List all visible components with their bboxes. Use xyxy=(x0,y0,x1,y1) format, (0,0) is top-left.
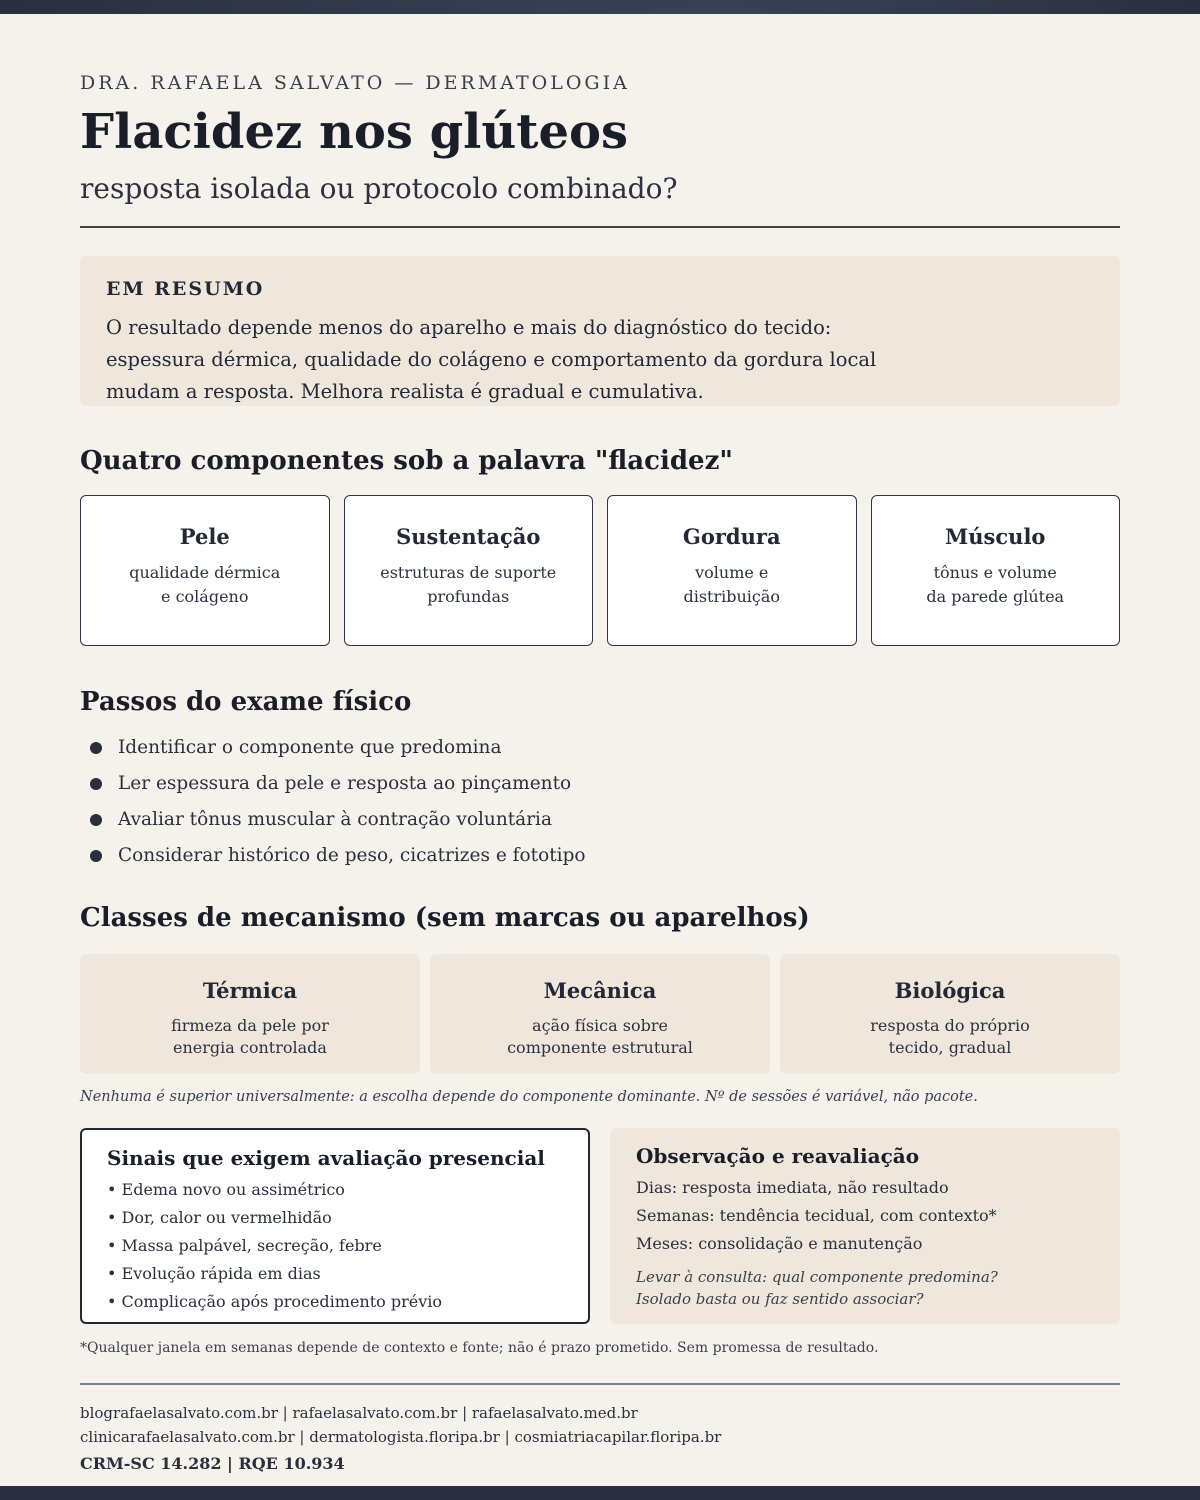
mechanism-title: Térmica xyxy=(202,978,298,1003)
component-desc-line: volume e xyxy=(695,563,769,582)
step-text: Considerar histórico de peso, cicatrizes e fototipo xyxy=(118,845,586,866)
bullet-icon xyxy=(90,814,102,826)
mechanism-desc-line: ação física sobre xyxy=(532,1016,668,1035)
component-title: Gordura xyxy=(682,524,781,549)
list-item: • Massa palpável, secreção, febre xyxy=(107,1236,382,1255)
list-item: Semanas: tendência tecidual, com contexto* xyxy=(636,1206,997,1225)
footnote: *Qualquer janela em semanas depende de contexto e fonte; não é prazo prometido. Sem promessa de resultado. xyxy=(80,1340,879,1356)
mechanism-desc xyxy=(430,1015,770,1059)
mechanism-desc-line: energia controlada xyxy=(173,1038,327,1057)
footer-divider xyxy=(80,1383,1120,1385)
footer-links xyxy=(80,1401,721,1449)
top-accent-bar xyxy=(0,0,1200,14)
consultation-questions xyxy=(636,1266,1094,1310)
crm-registration: CRM-SC 14.282 | RQE 10.934 xyxy=(80,1454,345,1473)
consultation-question: Isolado basta ou faz sentido associar? xyxy=(636,1290,924,1308)
mechanisms-note: Nenhuma é superior universalmente: a escolha depende do componente dominante. Nº de sessões é variável, não pacote. xyxy=(80,1089,978,1105)
component-desc xyxy=(81,561,329,609)
component-title: Pele xyxy=(179,524,230,549)
step-text: Identificar o componente que predomina xyxy=(118,737,502,758)
component-card-sustentacao xyxy=(344,495,594,646)
component-desc-line: da parede glútea xyxy=(926,587,1065,606)
bullet-icon xyxy=(90,742,102,754)
list-item xyxy=(90,769,586,805)
mechanism-card-termica xyxy=(80,954,420,1074)
component-desc-line: distribuição xyxy=(683,587,781,606)
component-desc xyxy=(872,561,1120,609)
page-title: Flacidez nos glúteos xyxy=(80,104,629,160)
component-card-musculo xyxy=(871,495,1121,646)
page-subtitle: resposta isolada ou protocolo combinado? xyxy=(80,172,678,205)
footer-links-line: blografaelasalvato.com.br | rafaelasalvato.com.br | rafaelasalvato.med.br xyxy=(80,1404,638,1422)
bullet-icon xyxy=(90,778,102,790)
components-cards xyxy=(80,495,1120,646)
mechanism-title: Mecânica xyxy=(543,978,657,1003)
component-card-pele xyxy=(80,495,330,646)
mechanism-desc xyxy=(780,1015,1120,1059)
step-text: Avaliar tônus muscular à contração voluntária xyxy=(118,809,552,830)
list-item: Meses: consolidação e manutenção xyxy=(636,1234,923,1253)
mechanism-desc-line: componente estrutural xyxy=(507,1038,693,1057)
component-desc-line: qualidade dérmica xyxy=(129,563,281,582)
mechanism-desc-line: tecido, gradual xyxy=(888,1038,1012,1057)
list-item: Dias: resposta imediata, não resultado xyxy=(636,1178,949,1197)
components-heading: Quatro componentes sob a palavra "flacidez" xyxy=(80,446,733,476)
component-desc-line: tônus e volume xyxy=(933,563,1057,582)
footer-links-line: clinicarafaelasalvato.com.br | dermatologista.floripa.br | cosmiatriacapilar.floripa.br xyxy=(80,1428,722,1446)
mechanisms-heading: Classes de mecanismo (sem marcas ou aparelhos) xyxy=(80,903,810,933)
warning-signs-list xyxy=(107,1178,563,1318)
observation-box xyxy=(610,1128,1120,1324)
summary-text: O resultado depende menos do aparelho e mais do diagnóstico do tecido: espessura dérmica, qualidade do colágeno e comportamento da gordura local mudam a resposta. Melhora realista é gradual e cumulativa. xyxy=(106,316,877,403)
list-item: • Evolução rápida em dias xyxy=(107,1264,321,1283)
component-desc-line: estruturas de suporte xyxy=(380,563,557,582)
component-desc xyxy=(345,561,593,609)
header-divider xyxy=(80,226,1120,228)
component-title: Sustentação xyxy=(396,524,541,549)
list-item: • Dor, calor ou vermelhidão xyxy=(107,1208,332,1227)
warning-signs-box xyxy=(80,1128,590,1324)
mechanisms-cards xyxy=(80,954,1120,1074)
mechanism-card-mecanica xyxy=(430,954,770,1074)
bottom-accent-bar xyxy=(0,1486,1200,1500)
exam-heading: Passos do exame físico xyxy=(80,687,412,717)
list-item xyxy=(90,841,586,877)
consultation-question: Levar à consulta: qual componente predomina? xyxy=(636,1268,998,1286)
component-card-gordura xyxy=(607,495,857,646)
summary-box xyxy=(80,256,1120,406)
eyebrow: DRA. RAFAELA SALVATO — DERMATOLOGIA xyxy=(80,72,630,94)
exam-steps-list xyxy=(90,733,586,877)
step-text: Ler espessura da pele e resposta ao pinçamento xyxy=(118,773,572,794)
warning-signs-title: Sinais que exigem avaliação presencial xyxy=(107,1146,545,1170)
mechanism-desc-line: firmeza da pele por xyxy=(171,1016,329,1035)
list-item xyxy=(90,733,586,769)
list-item: • Complicação após procedimento prévio xyxy=(107,1292,443,1311)
component-desc xyxy=(608,561,856,609)
mechanism-card-biologica xyxy=(780,954,1120,1074)
component-title: Músculo xyxy=(945,524,1046,549)
mechanism-desc xyxy=(80,1015,420,1059)
component-desc-line: e colágeno xyxy=(161,587,249,606)
list-item: • Edema novo ou assimétrico xyxy=(107,1180,345,1199)
mechanism-desc-line: resposta do próprio xyxy=(870,1016,1030,1035)
observation-list xyxy=(636,1176,1094,1260)
list-item xyxy=(90,805,586,841)
component-desc-line: profundas xyxy=(427,587,510,606)
bullet-icon xyxy=(90,850,102,862)
summary-label: EM RESUMO xyxy=(106,278,265,300)
observation-title: Observação e reavaliação xyxy=(636,1144,920,1168)
mechanism-title: Biológica xyxy=(894,978,1006,1003)
